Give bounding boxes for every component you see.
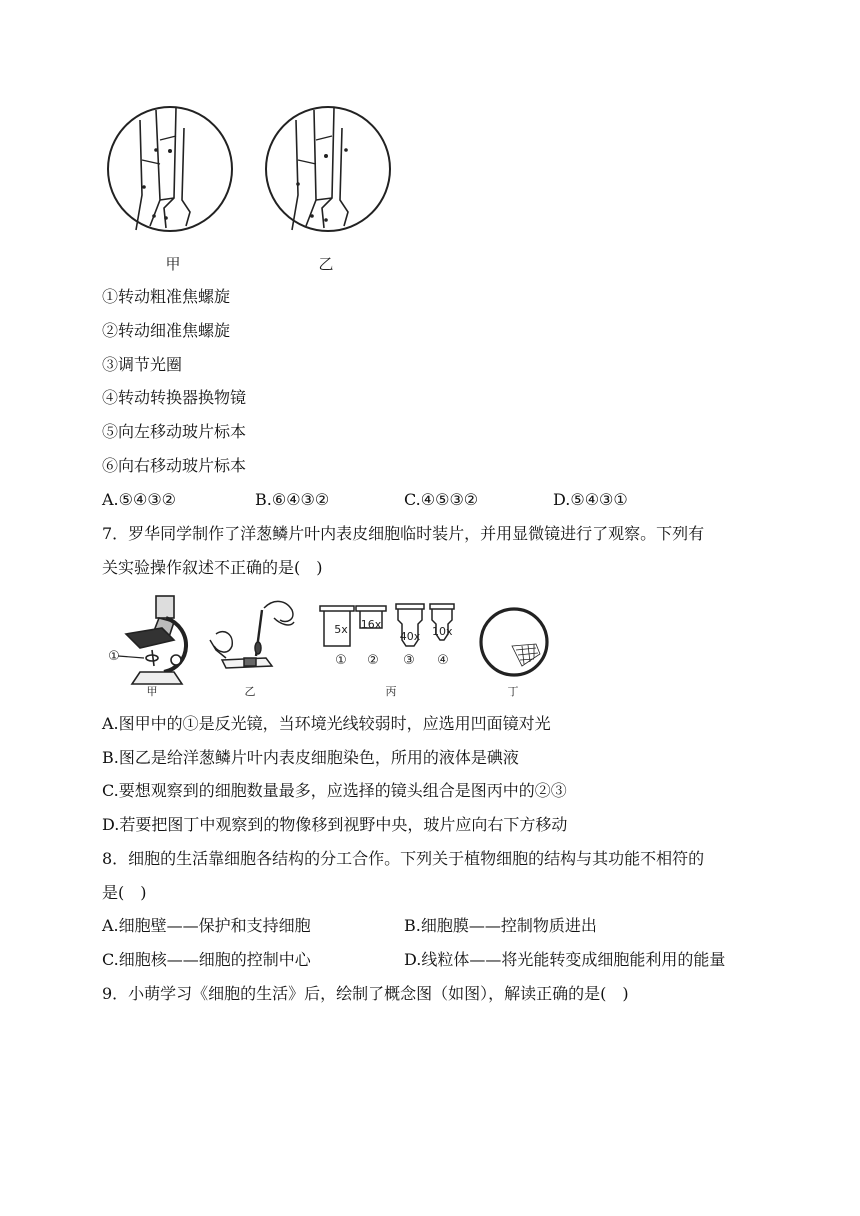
step-1: ①转动粗准焦螺旋 — [102, 287, 231, 306]
q8-stem-line-2: 是( ) — [102, 883, 147, 902]
q7-option-a: A.图甲中的①是反光镜，当环境光线较弱时，应选用凹面镜对光 — [102, 714, 551, 733]
lens-number-3: ③ — [403, 653, 415, 668]
q7-stem-line-1: 7．罗华同学制作了洋葱鳞片叶内表皮细胞临时装片，并用显微镜进行了观察。下列有 — [102, 524, 705, 543]
microscope-views-figure — [100, 100, 400, 280]
q6-option-b: B.⑥④③② — [255, 490, 330, 509]
q8-option-a: A.细胞壁——保护和支持细胞 — [102, 916, 311, 935]
view-yi — [266, 107, 390, 231]
caption-yi: 乙 — [244, 685, 256, 698]
step-5: ⑤向左移动玻片标本 — [102, 422, 247, 441]
lens-label-2: 16x — [360, 618, 382, 631]
caption-jia: 甲 — [146, 685, 158, 698]
caption-bing: 丙 — [385, 685, 397, 698]
q7-option-d: D.若要把图丁中观察到的物像移到视野中央，玻片应向右下方移动 — [102, 815, 568, 834]
q6-option-a: A.⑤④③② — [102, 490, 177, 509]
step-3: ③调节光圈 — [102, 355, 183, 374]
caption-ding: 丁 — [507, 685, 519, 698]
q7-option-b: B.图乙是给洋葱鳞片叶内表皮细胞染色，所用的液体是碘液 — [102, 748, 519, 767]
q6-option-d: D.⑤④③① — [553, 490, 628, 509]
q7-stem-line-2: 关实验操作叙述不正确的是( ) — [102, 558, 323, 577]
q8-option-d: D.线粒体——将光能转变成细胞能利用的能量 — [404, 950, 726, 969]
lens-label-4: 10x — [432, 625, 453, 638]
lens-number-2: ② — [367, 653, 379, 668]
figure-label-yi: 乙 — [318, 255, 334, 273]
q9-stem: 9．小萌学习《细胞的生活》后，绘制了概念图（如图），解读正确的是( ) — [102, 984, 629, 1003]
q8-stem-line-1: 8．细胞的生活靠细胞各结构的分工合作。下列关于植物细胞的结构与其功能不相符的 — [102, 849, 705, 868]
lens-label-3: 40x — [399, 630, 421, 643]
step-6: ⑥向右移动玻片标本 — [102, 456, 247, 475]
field-of-view-drawing — [481, 609, 547, 675]
view-jia — [108, 107, 232, 231]
staining-drawing — [210, 601, 294, 668]
lens-label-1: 5x — [334, 623, 348, 636]
q6-option-c: C.④⑤③② — [404, 490, 479, 509]
lens-number-1: ① — [335, 653, 347, 668]
microscope-marker-label: ① — [108, 649, 120, 664]
q7-microscope-figure — [104, 588, 550, 700]
q8-option-c: C.细胞核——细胞的控制中心 — [102, 950, 311, 969]
q7-option-c: C.要想观察到的细胞数量最多，应选择的镜头组合是图丙中的②③ — [102, 781, 567, 800]
lens-number-4: ④ — [437, 653, 449, 668]
step-4: ④转动转换器换物镜 — [102, 388, 247, 407]
figure-label-jia: 甲 — [165, 255, 181, 273]
q8-option-b: B.细胞膜——控制物质进出 — [404, 916, 597, 935]
step-2: ②转动细准焦螺旋 — [102, 321, 231, 340]
microscope-drawing — [118, 596, 186, 684]
